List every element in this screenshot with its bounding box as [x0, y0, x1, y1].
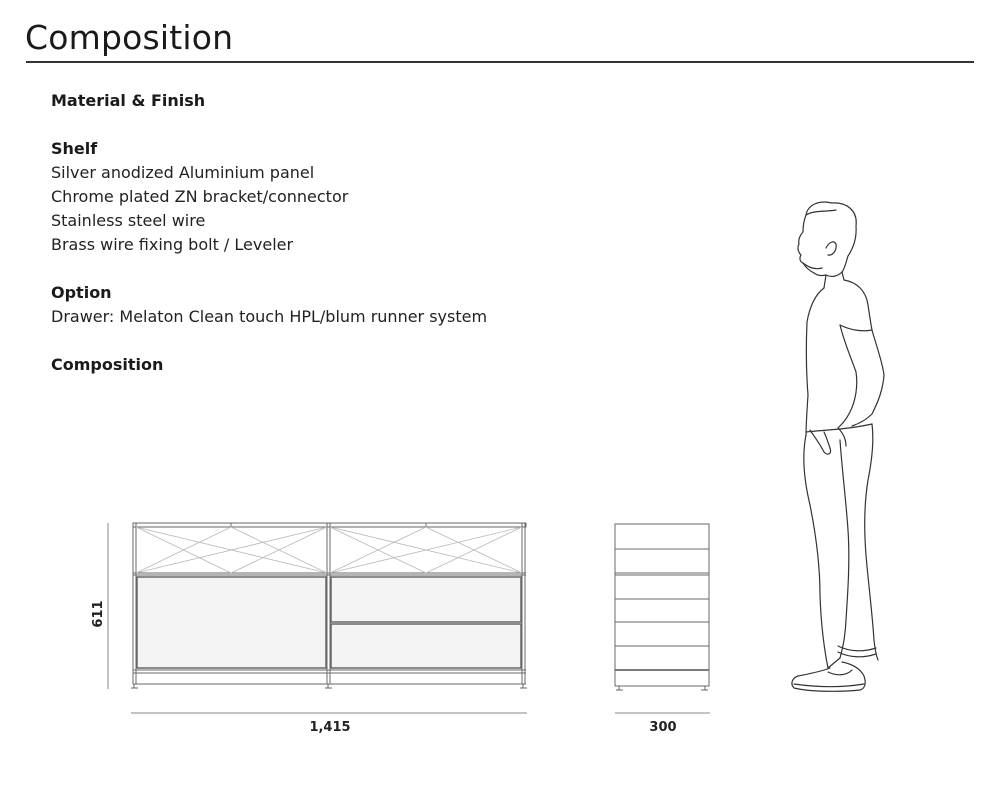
page-title: Composition [25, 18, 234, 57]
height-dimension-label: 611 [91, 600, 106, 628]
human-scale-figure [792, 202, 884, 691]
front-elevation-drawing [131, 523, 527, 688]
option-spec-line: Drawer: Melaton Clean touch HPL/blum runner system [51, 307, 488, 326]
shelf-spec-line: Brass wire fixing bolt / Leveler [51, 235, 294, 254]
depth-dimension-label: 300 [649, 720, 677, 735]
shelf-spec-line: Stainless steel wire [51, 211, 206, 230]
shelf-heading: Shelf [51, 139, 98, 158]
composition-heading: Composition [51, 355, 164, 374]
option-heading: Option [51, 283, 112, 302]
shelf-spec-line: Silver anodized Aluminium panel [51, 163, 315, 182]
width-dimension-label: 1,415 [309, 720, 351, 735]
material-finish-heading: Material & Finish [51, 91, 206, 110]
side-elevation-drawing [615, 524, 709, 690]
shelf-spec-line: Chrome plated ZN bracket/connector [51, 187, 349, 206]
